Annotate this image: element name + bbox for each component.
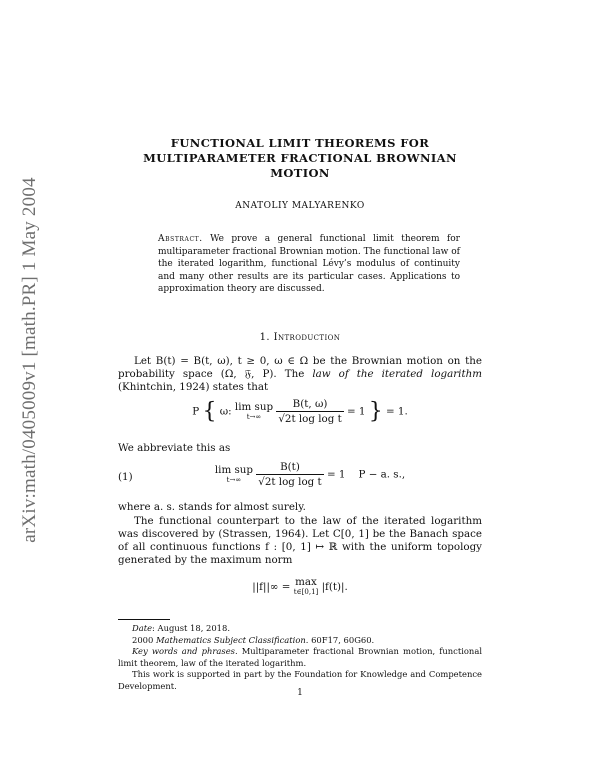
limsup-text: lim sup — [234, 400, 274, 413]
paper-title — [118, 136, 482, 181]
footnote-support: This work is supported in part by the Foundation for Knowledge and Competence Development. — [118, 669, 482, 691]
prob-symbol: P — [192, 405, 200, 418]
paragraph-intro — [118, 355, 482, 395]
numerator: B(t) — [280, 461, 300, 474]
emphasis-lil: law of the iterated logarithm — [312, 367, 482, 380]
paragraph-as: where a. s. stands for almost surely. — [118, 501, 306, 514]
footnote-date — [118, 623, 482, 635]
equation-1 — [118, 455, 482, 501]
msc-label: Mathematics Subject Classification. — [155, 634, 309, 645]
equals-one: = 1 — [347, 405, 366, 418]
equation-norm — [118, 571, 482, 605]
numerator: B(t, ω) — [292, 398, 328, 411]
equation-lil — [118, 394, 482, 442]
fraction — [276, 398, 343, 425]
footnotes — [118, 623, 482, 692]
denominator: √2t log log t — [258, 476, 322, 489]
date-label: Date — [132, 623, 153, 634]
right-brace: } — [368, 399, 383, 425]
keywords-value: Multiparameter fractional Brownian motion, functional limit theorem, law of the iterated logarithm. — [118, 646, 482, 668]
paragraph-strassen: The functional counterpart to the law of the iterated logarithm was discovered by (Strassen, 1964). Let C[0, 1] be the Banach space of all continuous functions f : [0, 1] ↦ ℝ with the uniform topology generated by the maximum norm — [118, 514, 482, 567]
footnote-rule — [118, 619, 170, 620]
title-line: FUNCTIONAL LIMIT THEOREMS FOR — [170, 136, 430, 150]
title-line: MOTION — [270, 166, 330, 180]
equation-number: (1) — [118, 471, 133, 484]
section-heading — [118, 332, 482, 343]
arxiv-sidebar — [10, 150, 50, 570]
footnote-keywords — [118, 646, 482, 669]
omega-label: ω: — [219, 405, 232, 418]
limsup — [235, 402, 273, 422]
abstract-label: Abstract. — [158, 234, 203, 244]
msc-value: 60F17, 60G60. — [308, 634, 375, 645]
intro-text: Let B(t) = B(t, ω), t ≥ 0, ω ∈ Ω be the Brownian motion on the probability space (Ω, 𝔉, P). The — [118, 354, 482, 380]
msc-year: 2000 — [132, 634, 156, 645]
norm-lhs: ||f||∞ = — [252, 581, 291, 594]
date-value: : August 18, 2018. — [152, 623, 230, 634]
keywords-label: Key words and phrases. — [132, 646, 238, 657]
section-number: 1. — [259, 331, 270, 343]
intro-text-end: (Khintchin, 1924) states that — [118, 380, 269, 393]
limsup-subscript: t→∞ — [246, 412, 262, 421]
equation-rhs: = 1 P − a. s., — [326, 468, 406, 481]
paper-page — [118, 0, 482, 692]
limsup — [215, 465, 253, 485]
abstract-text: We prove a general functional limit theorem for multiparameter fractional Brownian motion. The functional law of the iterated logarithm, functional Lévy’s modulus of continuity and many other results are its particular cases. Applications to approximation theory are discussed. — [158, 234, 460, 294]
left-brace: { — [202, 399, 217, 425]
page-number: 1 — [297, 688, 303, 698]
norm-rhs: |f(t)|. — [321, 581, 348, 594]
fraction — [256, 461, 323, 488]
title-line: MULTIPARAMETER FRACTIONAL BROWNIAN — [143, 151, 457, 165]
max-operator — [294, 577, 319, 597]
footnote-msc — [118, 635, 482, 647]
abstract — [158, 233, 460, 296]
limsup-subscript: t→∞ — [226, 475, 242, 484]
section-title: Introduction — [273, 331, 341, 343]
max-subscript: t∈[0,1] — [293, 588, 319, 597]
limsup-text: lim sup — [214, 463, 253, 476]
equation-result: = 1. — [386, 405, 408, 418]
arxiv-identifier: arXiv:math/0405009v1 [math.PR] 1 May 2004 — [19, 177, 40, 543]
paragraph-abbrev: We abbreviate this as — [118, 442, 231, 455]
author: ANATOLIY MALYARENKO — [235, 201, 365, 211]
denominator: √2t log log t — [278, 413, 342, 426]
max-text: max — [295, 576, 317, 589]
